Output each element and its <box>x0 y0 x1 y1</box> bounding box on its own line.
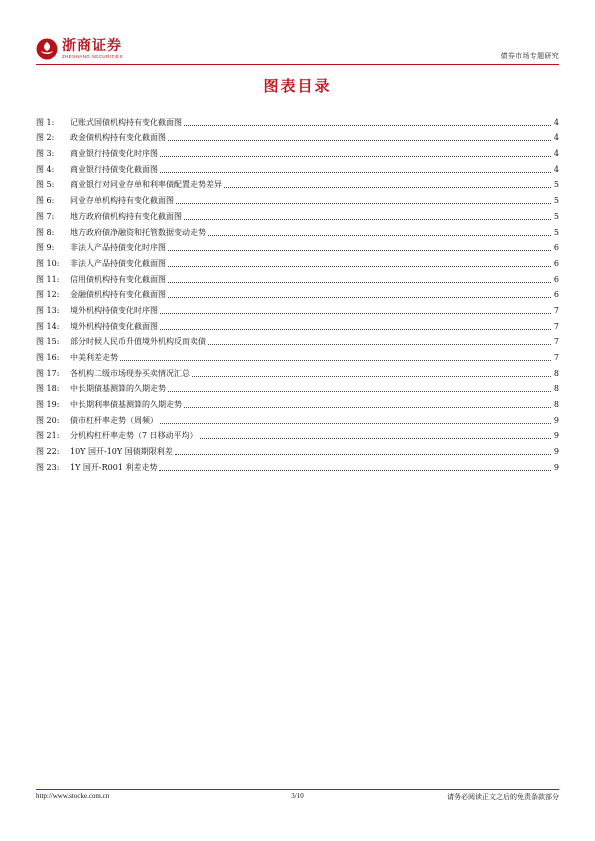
report-type: 债券市场专题研究 <box>500 52 559 60</box>
toc-entry-label: 非法人产品持债变化截面图 <box>70 258 166 268</box>
toc-entry-number: 图 2: <box>36 133 55 143</box>
toc-entry-number: 图 4: <box>36 164 55 174</box>
toc-entry[interactable] <box>36 143 559 159</box>
toc-leader-dots <box>208 235 551 236</box>
header-divider <box>36 64 559 65</box>
toc-leader-dots <box>168 297 551 298</box>
toc-entry[interactable] <box>36 112 559 128</box>
toc-leader-dots <box>159 470 551 471</box>
toc-leader-dots <box>160 313 551 314</box>
logo-english-name: ZHESHANG SECURITIES <box>62 53 123 59</box>
toc-leader-dots <box>160 423 551 424</box>
toc-entry-number: 图 7: <box>36 211 55 221</box>
toc-entry-number: 图 12: <box>36 290 60 300</box>
toc-entry[interactable] <box>36 363 559 379</box>
toc-entry[interactable] <box>36 253 559 269</box>
toc-entry-page: 7 <box>553 353 559 362</box>
toc-entry-label: 中长期利率债基测算的久期走势 <box>70 400 182 410</box>
toc-entry-page: 9 <box>553 415 559 425</box>
toc-entry-label: 境外机构持债变化时序图 <box>70 305 158 315</box>
toc-entry[interactable] <box>36 347 559 363</box>
toc-entry-number: 图 11: <box>36 274 60 284</box>
toc-entry[interactable] <box>36 175 559 191</box>
toc-entry-label: 商业银行对同业存单和利率债配置走势差异 <box>70 180 222 190</box>
toc-entry[interactable] <box>36 269 559 285</box>
toc-entry[interactable] <box>36 410 559 426</box>
toc-entry[interactable] <box>36 206 559 222</box>
toc-entry-label: 记账式国债机构持有变化截面图 <box>70 117 182 127</box>
toc-entry-page: 6 <box>553 274 559 284</box>
toc-entry-label: 境外机构持债变化截面图 <box>70 321 158 331</box>
toc-entry[interactable] <box>36 285 559 301</box>
toc-entry-label: 部分时候人民币升值境外机构反而卖债 <box>70 337 206 347</box>
figure-toc-list <box>36 112 559 473</box>
toc-entry[interactable] <box>36 128 559 144</box>
toc-entry-number: 图 1: <box>36 117 55 127</box>
toc-entry-page: 9 <box>553 447 559 457</box>
toc-entry-label: 10Y 国开-10Y 国债期限利差 <box>70 447 173 457</box>
toc-entry-page: 6 <box>553 243 559 253</box>
toc-entry-number: 图 5: <box>36 180 55 190</box>
toc-entry-page: 9 <box>553 462 559 472</box>
toc-leader-dots <box>184 125 551 126</box>
toc-entry[interactable] <box>36 190 559 206</box>
toc-entry-label: 信用债机构持有变化截面图 <box>70 274 166 284</box>
toc-entry-page: 7 <box>553 321 559 331</box>
toc-entry-page: 4 <box>553 133 559 143</box>
toc-entry-number: 图 17: <box>36 368 60 378</box>
toc-leader-dots <box>160 172 551 173</box>
toc-entry[interactable] <box>36 238 559 254</box>
toc-leader-dots <box>168 282 551 283</box>
toc-entry-number: 图 15: <box>36 337 60 347</box>
toc-entry-number: 图 23: <box>36 462 60 472</box>
toc-entry-page: 5 <box>553 196 559 206</box>
toc-entry-number: 图 20: <box>36 415 60 425</box>
footer-url-link[interactable]: http://www.stocke.com.cn <box>36 792 110 800</box>
toc-entry-number: 图 18: <box>36 384 60 394</box>
toc-entry-page: 9 <box>553 431 559 441</box>
toc-leader-dots <box>184 219 551 220</box>
toc-leader-dots <box>208 344 551 345</box>
toc-leader-dots <box>175 454 551 455</box>
toc-leader-dots <box>168 266 551 267</box>
toc-leader-dots <box>160 156 551 157</box>
page-number: 3/10 <box>291 792 304 800</box>
toc-entry[interactable] <box>36 159 559 175</box>
toc-entry-page: 4 <box>553 149 559 159</box>
logo-mark-icon <box>36 38 58 60</box>
toc-leader-dots <box>168 391 551 392</box>
toc-entry-label: 非法人产品持债变化时序图 <box>70 243 166 253</box>
toc-entry-label: 商业银行持债变化时序图 <box>70 149 158 159</box>
toc-entry-number: 图 21: <box>36 431 60 441</box>
toc-leader-dots <box>192 376 551 377</box>
toc-entry-label: 各机构二级市场现券买卖情况汇总 <box>70 368 190 378</box>
toc-entry-page: 7 <box>553 337 559 347</box>
toc-leader-dots <box>120 360 551 361</box>
toc-title: 图表目录 <box>263 77 332 95</box>
toc-entry[interactable] <box>36 394 559 410</box>
toc-entry-label: 中美利差走势 <box>70 353 118 362</box>
toc-leader-dots <box>160 329 551 330</box>
toc-leader-dots <box>168 250 551 251</box>
toc-entry-label: 中长期债基测算的久期走势 <box>70 384 166 394</box>
toc-leader-dots <box>224 187 551 188</box>
toc-entry-page: 5 <box>553 211 559 221</box>
toc-entry-number: 图 3: <box>36 149 55 159</box>
toc-entry[interactable] <box>36 426 559 442</box>
toc-entry-page: 5 <box>553 180 559 190</box>
toc-entry[interactable] <box>36 457 559 473</box>
toc-entry[interactable] <box>36 222 559 238</box>
toc-entry-number: 图 6: <box>36 196 55 206</box>
toc-entry-label: 债市杠杆率走势（周频） <box>70 415 158 425</box>
toc-entry-label: 金融债机构持有变化截面图 <box>70 290 166 300</box>
toc-entry-label: 地方政府债净融资和托管数据变动走势 <box>70 227 206 237</box>
toc-entry-number: 图 22: <box>36 447 60 457</box>
toc-entry-number: 图 16: <box>36 353 60 362</box>
toc-entry-page: 4 <box>553 117 559 127</box>
logo-chinese-name: 浙商证券 <box>62 37 122 54</box>
toc-leader-dots <box>176 203 551 204</box>
toc-entry-page: 8 <box>553 400 559 410</box>
toc-entry-number: 图 13: <box>36 305 60 315</box>
toc-entry-label: 商业银行持债变化截面图 <box>70 164 158 174</box>
toc-entry-page: 8 <box>553 368 559 378</box>
toc-entry[interactable] <box>36 316 559 332</box>
toc-entry-number: 图 14: <box>36 321 60 331</box>
toc-entry[interactable] <box>36 441 559 457</box>
page-header <box>36 38 559 64</box>
toc-entry-page: 6 <box>553 258 559 268</box>
toc-entry-page: 6 <box>553 290 559 300</box>
toc-leader-dots <box>200 438 551 439</box>
toc-entry[interactable] <box>36 300 559 316</box>
toc-entry-label: 同业存单机构持有变化截面图 <box>70 196 174 206</box>
toc-entry-page: 7 <box>553 305 559 315</box>
toc-entry[interactable] <box>36 332 559 348</box>
toc-entry-number: 图 19: <box>36 400 60 410</box>
toc-entry-label: 地方政府债机构持有变化截面图 <box>70 211 182 221</box>
toc-leader-dots <box>184 407 551 408</box>
footer-divider <box>36 789 559 790</box>
toc-entry-page: 4 <box>553 164 559 174</box>
footer-disclaimer: 请务必阅读正文之后的免责条款部分 <box>447 793 559 801</box>
company-logo <box>36 38 123 60</box>
toc-entry-number: 图 10: <box>36 258 60 268</box>
toc-entry-page: 5 <box>553 227 559 237</box>
toc-entry-label: 政金债机构持有变化截面图 <box>70 133 166 143</box>
toc-entry-number: 图 9: <box>36 243 55 253</box>
toc-entry-number: 图 8: <box>36 227 55 237</box>
toc-entry-label: 1Y 国开-R001 利差走势 <box>70 462 158 472</box>
toc-leader-dots <box>168 140 551 141</box>
toc-entry-label: 分机构杠杆率走势（7 日移动平均） <box>70 431 198 441</box>
toc-entry[interactable] <box>36 379 559 395</box>
toc-entry-page: 8 <box>553 384 559 394</box>
